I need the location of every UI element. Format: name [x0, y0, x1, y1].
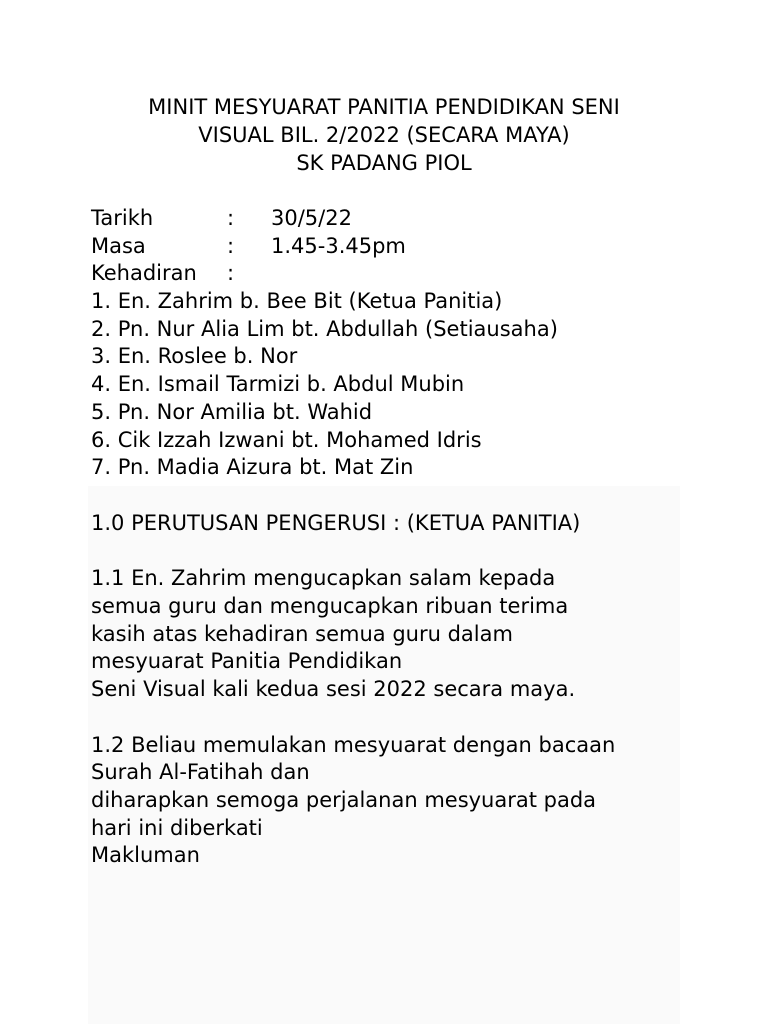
list-item: 2. Pn. Nur Alia Lim bt. Abdullah (Setiausaha)	[91, 316, 558, 341]
attendee-list	[91, 288, 558, 482]
date-colon: :	[227, 206, 235, 230]
meeting-info	[91, 205, 558, 482]
date-label: Tarikh	[91, 206, 154, 230]
paragraph-line: semua guru dan mengucapkan ribuan terima	[91, 594, 569, 619]
list-item: 4. En. Ismail Tarmizi b. Abdul Mubin	[91, 372, 465, 397]
paragraph-gap	[91, 538, 691, 566]
document-title	[0, 93, 768, 177]
section-heading: 1.0 PERUTUSAN PENGERUSI : (KETUA PANITIA)	[91, 511, 581, 535]
attendance-label: Kehadiran	[91, 261, 197, 286]
date-value: 30/5/22	[271, 206, 352, 230]
paragraph-line: Seni Visual kali kedua sesi 2022 secara maya.	[91, 677, 576, 702]
section-1	[91, 510, 691, 870]
paragraph-1-2	[91, 732, 691, 870]
title-line-3: SK PADANG PIOL	[296, 151, 472, 175]
time-label: Masa	[91, 233, 146, 258]
paragraph-line: 1.1 En. Zahrim mengucapkan salam kepada	[91, 566, 556, 591]
date-row	[91, 205, 558, 233]
list-item: 1. En. Zahrim b. Bee Bit (Ketua Panitia)	[91, 289, 503, 314]
paragraph-line: hari ini diberkati	[91, 815, 263, 840]
attendance-row	[91, 260, 558, 288]
paragraph-line: kasih atas kehadiran semua guru dalam	[91, 621, 513, 646]
attendance-colon: :	[227, 261, 235, 286]
title-line-2: VISUAL BIL. 2/2022 (SECARA MAYA)	[198, 123, 570, 147]
paragraph-1-1	[91, 565, 691, 703]
title-line-1: MINIT MESYUARAT PANITIA PENDIDIKAN SENI	[148, 95, 620, 119]
paragraph-line: 1.2 Beliau memulakan mesyuarat dengan bacaan	[91, 732, 616, 757]
paragraph-line: mesyuarat Panitia Pendidikan	[91, 649, 403, 674]
time-row	[91, 233, 558, 261]
paragraph-line: diharapkan semoga perjalanan mesyuarat pada	[91, 787, 597, 812]
list-item: 5. Pn. Nor Amilia bt. Wahid	[91, 399, 373, 424]
paragraph-line: Makluman	[91, 843, 200, 868]
list-item: 7. Pn. Madia Aizura bt. Mat Zin	[91, 455, 414, 480]
paragraph-line: Surah Al-Fatihah dan	[91, 760, 310, 785]
paragraph-gap	[91, 704, 691, 732]
time-colon: :	[227, 233, 235, 258]
list-item: 6. Cik Izzah Izwani bt. Mohamed Idris	[91, 427, 482, 452]
time-value: 1.45-3.45pm	[271, 233, 406, 258]
list-item: 3. En. Roslee b. Nor	[91, 344, 298, 369]
